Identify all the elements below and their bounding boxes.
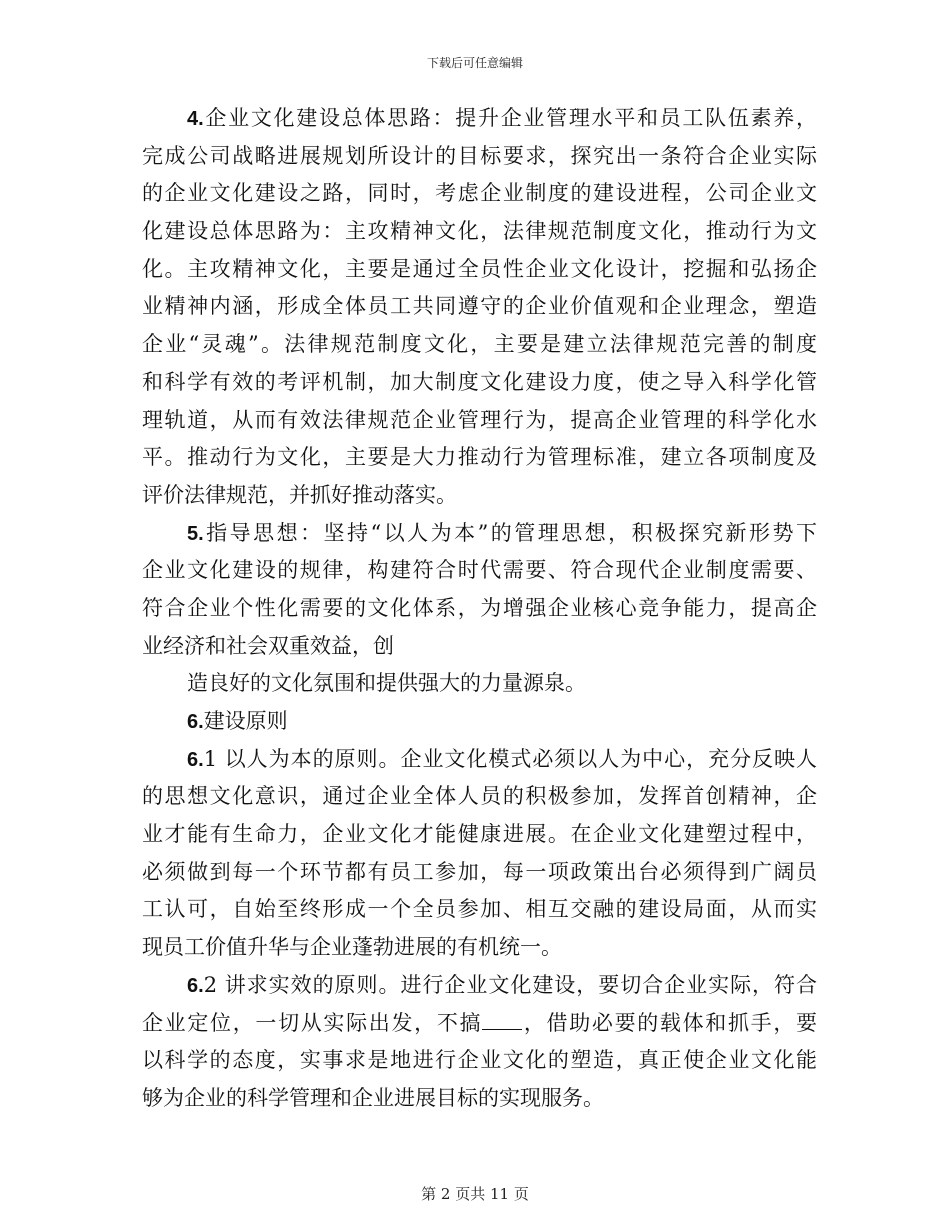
paragraph-5-line-1: 5.指导思想：坚持“以人为本”的管理思想，积极探究新形势下 [187,520,817,545]
paragraph-5-line: 业经济和社会双重效益，创 [142,633,394,658]
fill-in-blank [482,1011,522,1030]
paragraph-4-line: 理轨道，从而有效法律规范企业管理行为，提高企业管理的科学化水 [142,407,817,432]
paragraph-4-line: 的企业文化建设之路，同时，考虑企业制度的建设进程，公司企业文 [142,181,817,206]
paragraph-4-line: 和科学有效的考评机制，加大制度文化建设力度，使之导入科学化管 [142,369,817,394]
section-6-heading: 6.建设原则 [187,709,288,733]
paragraph-6-1-line: 现员工价值升华与企业蓬勃进展的有机统一。 [142,935,562,960]
paragraph-5-line: 符合企业个性化需要的文化体系，为增强企业核心竞争能力，提高企 [142,595,817,620]
paragraph-4-line: 企业“灵魂”。法律规范制度文化，主要是建立法律规范完善的制度 [142,332,817,357]
paragraph-4-line-1: 4.企业文化建设总体思路：提升企业管理水平和员工队伍素养， [187,106,817,130]
paragraph-6-1-line: 业才能有生命力，企业文化才能健康进展。在企业文化建塑过程中， [142,822,817,847]
paragraph-6-1-line: 必须做到每一个环节都有员工参加，每一项政策出台必须得到广阔员 [142,859,817,884]
paragraph-6-2-line: 够为企业的科学管理和企业进展目标的实现服务。 [142,1085,604,1110]
paragraph-5-line: 企业文化建设的规律，构建符合时代需要、符合现代企业制度需要、 [142,558,817,583]
paragraph-4-line: 化。主攻精神文化，主要是通过全员性企业文化设计，挖掘和弘扬企 [142,256,817,281]
paragraph-4-line: 化建设总体思路为：主攻精神文化，法律规范制度文化，推动行为文 [142,219,817,244]
paragraph-6-1-line: 的思想文化意识，通过企业全体人员的积极参加，发挥首创精神，企 [142,784,817,809]
paragraph-4-line: 完成公司战略进展规划所设计的目标要求，探究出一条符合企业实际 [142,143,817,168]
paragraph-6-2-line-1: 6.2 讲求实效的原则。进行企业文化建设，要切合企业实际，符合 [187,972,817,997]
section-number: 6. [187,974,204,997]
paragraph-5-continuation: 造良好的文化氛围和提供强大的力量源泉。 [187,671,586,696]
section-number: 6. [187,711,204,733]
page-header: 下载后可任意编辑 [426,56,523,70]
document-body [142,100,817,1118]
paragraph-6-2-line: 以科学的态度，实事求是地进行企业文化的塑造，真正使企业文化能 [142,1048,817,1073]
section-number: 6. [187,748,204,771]
paragraph-6-1-line: 工认可，自始至终形成一个全员参加、相互交融的建设局面，从而实 [142,897,817,922]
paragraph-6-1-line-1: 6.1 以人为本的原则。企业文化模式必须以人为中心，充分反映人 [187,746,817,771]
paragraph-4-line: 业精神内涵，形成全体员工共同遵守的企业价值观和企业理念，塑造 [142,294,817,319]
paragraph-4-line: 评价法律规范，并抓好推动落实。 [142,482,457,507]
paragraph-6-2-line-2: 企业定位，一切从实际出发，不搞 ，借助必要的载体和抓手，要 [142,1010,817,1035]
paragraph-4-line: 平。推动行为文化，主要是大力推动行为管理标准，建立各项制度及 [142,445,817,470]
page-footer: 第 2 页共 11 页 [421,1185,529,1203]
section-number: 5. [187,522,204,545]
section-number: 4. [187,108,204,130]
